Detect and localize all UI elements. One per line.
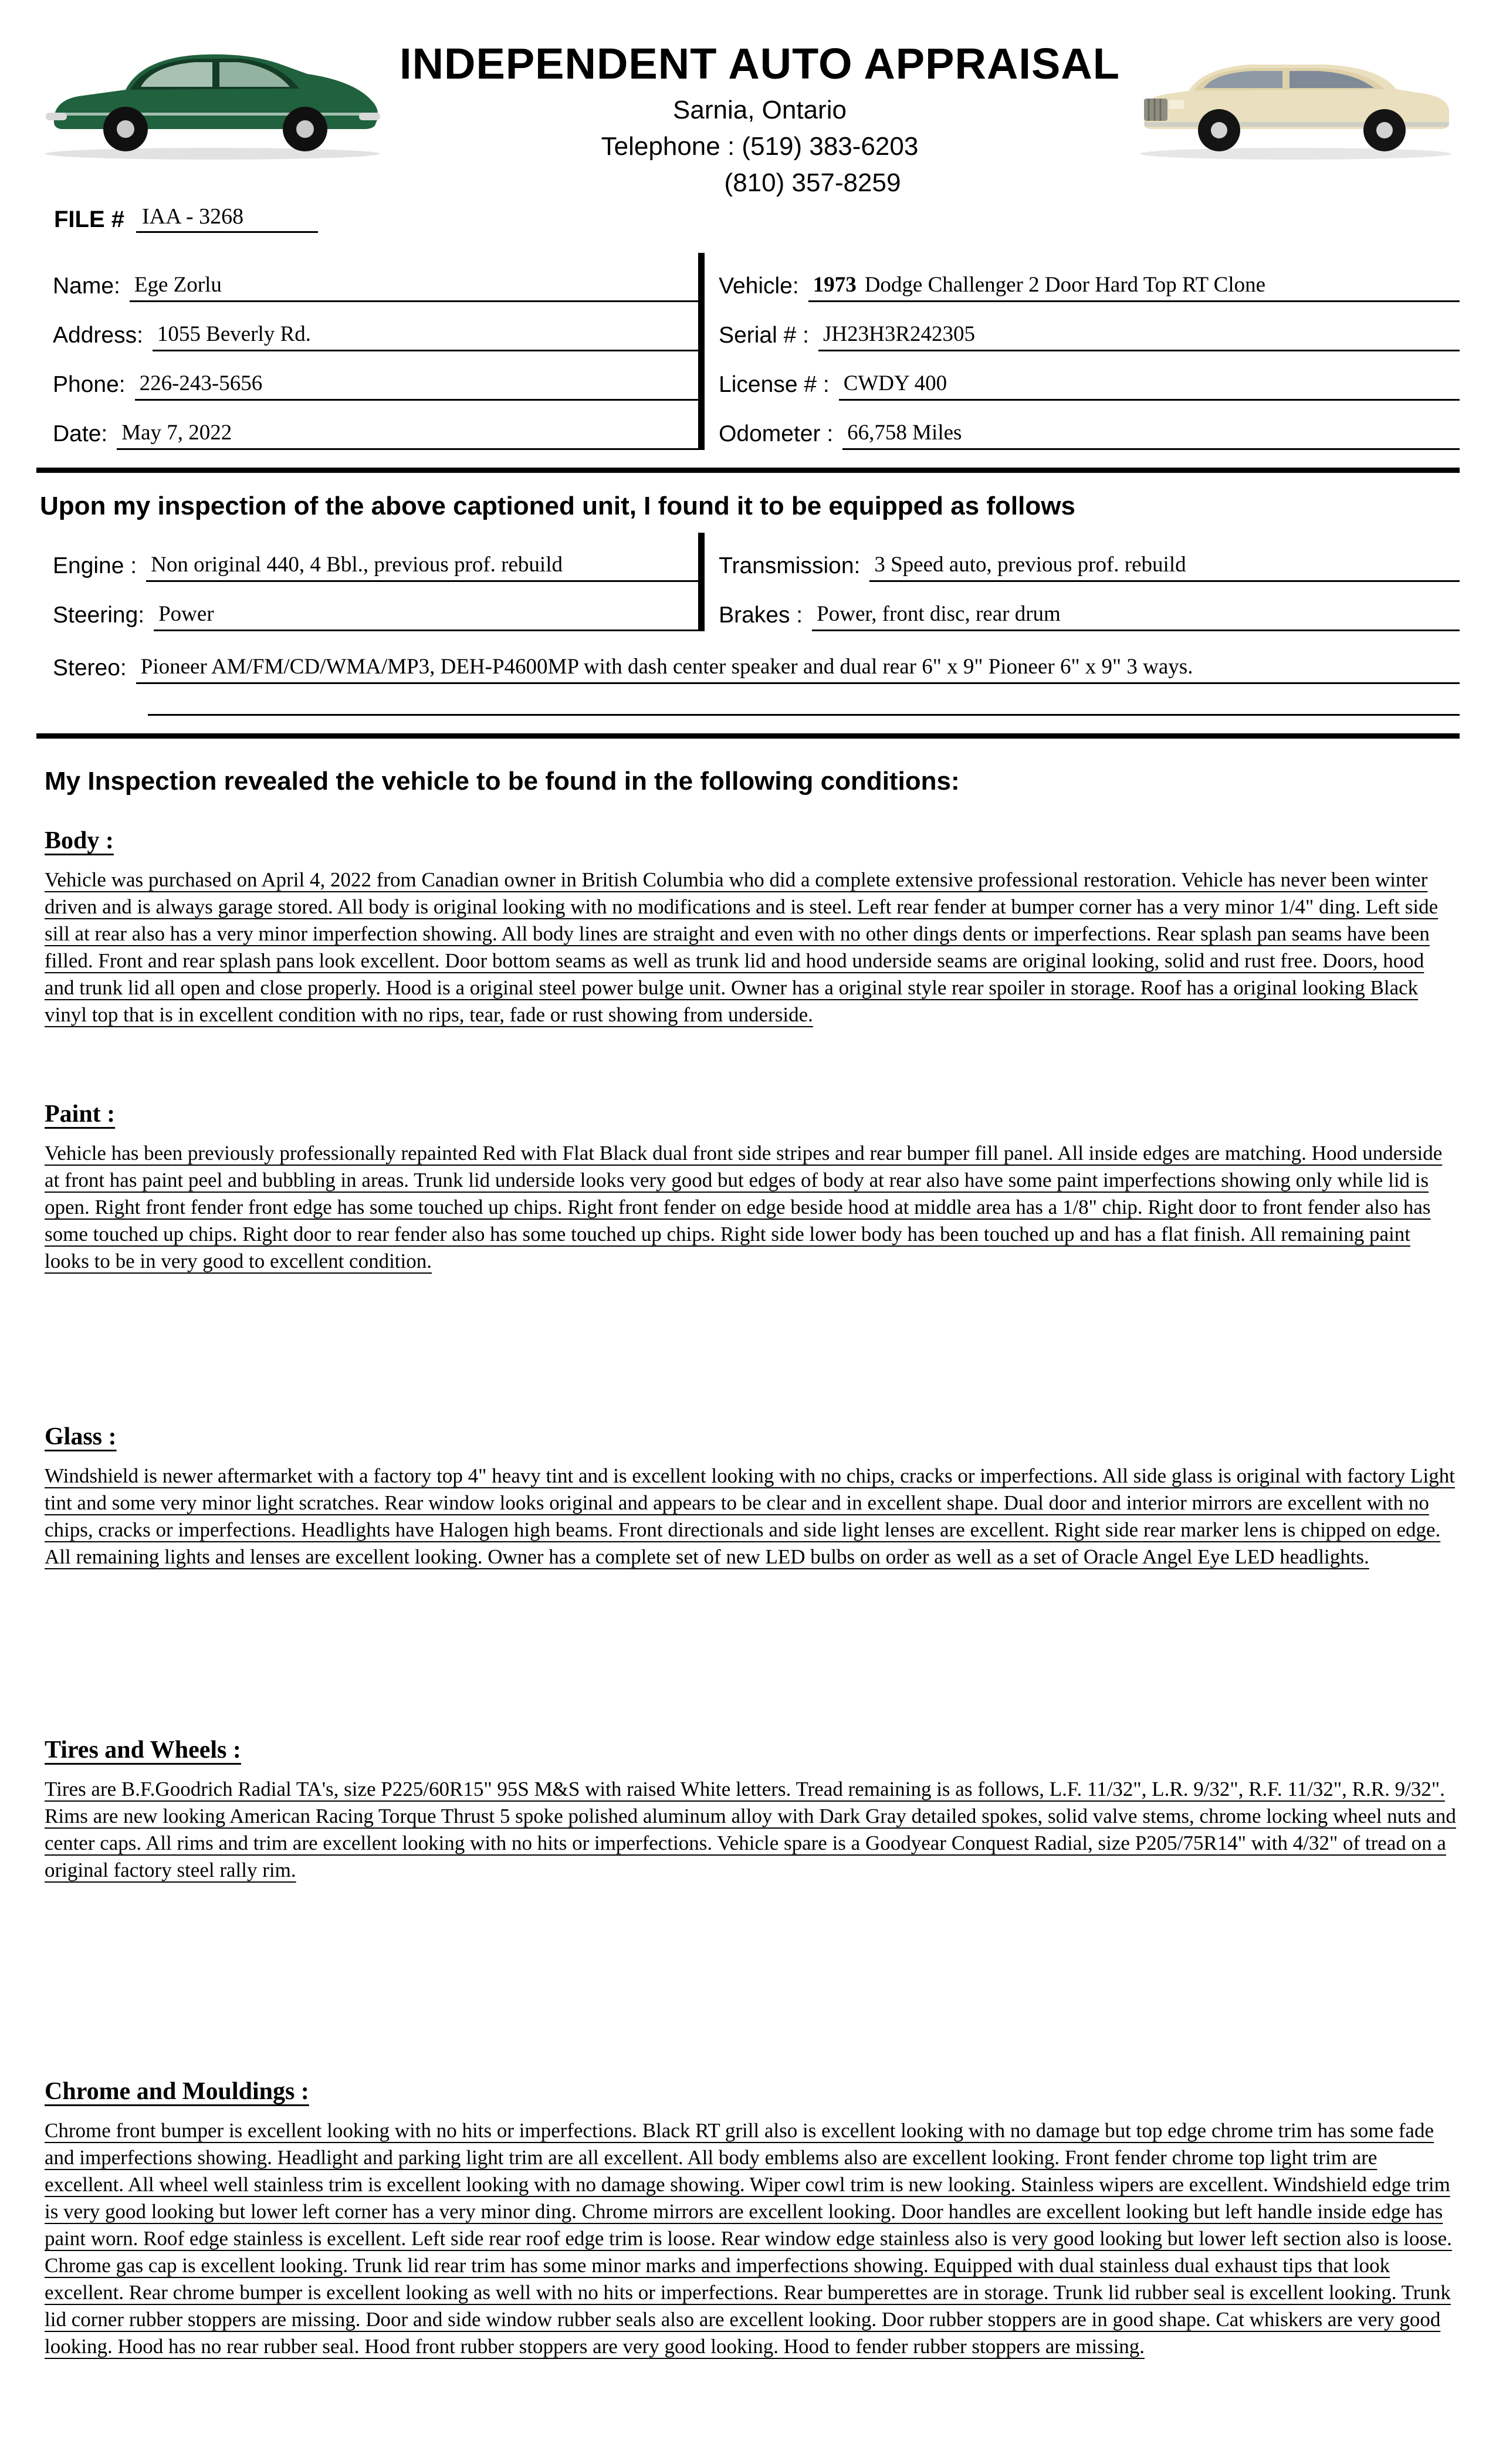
stereo-row [36,636,1460,684]
green-car-photo [36,23,388,167]
vehicle-description: Dodge Challenger 2 Door Hard Top RT Clone [864,273,1266,297]
cream-car-photo [1131,23,1460,167]
serial-label: Serial # : [719,323,809,348]
brakes-row [719,582,1460,631]
address-label: Address: [53,323,143,348]
owner-info-column [36,253,698,450]
phone-value: 226-243-5656 [135,371,698,401]
stereo-continuation-line [148,684,1460,716]
license-row [719,351,1460,401]
phone-line-1: Telephone : (519) 383-6203 [601,132,919,161]
odometer-value: 66,758 Miles [842,420,1460,450]
brakes-value: Power, front disc, rear drum [812,601,1460,631]
file-number-value: IAA - 3268 [136,204,318,233]
section-glass-title: Glass : [45,1423,117,1450]
green-classic-coupe-image [36,23,388,164]
equipment-heading: Upon my inspection of the above captioned unit, I found it to be equipped as follows [40,492,1075,520]
city-line: Sarnia, Ontario [673,96,847,124]
horizontal-rule-bottom [36,733,1460,739]
vehicle-year: 1973 [813,273,857,297]
transmission-row [719,533,1460,582]
equipment-left-column [36,533,698,631]
section-tires-wheels-text: Tires are B.F.Goodrich Radial TA's, size P225/60R15" 95S M&S with raised White letters. Tread remaining is as follows, L.F. 11/32", L.R. 9/32", R.F. 11/32", R.R. 9/32". Rims are new looking American Racing Torque Thrust 5 spoke polished aluminum alloy with Dark Gray detailed spokes, solid valve stems, chrome locking wheel nuts and center caps. All rims and trim are excellent looking with no hits or imperfections. Vehicle spare is a Goodyear Conquest Radial, size P205/75R14" with 4/32" of tread on a original factory steel rally rim. [45,1778,1456,1881]
transmission-value: 3 Speed auto, previous prof. rebuild [869,552,1460,582]
section-chrome-mouldings [36,2077,1460,2360]
address-value: 1055 Beverly Rd. [153,321,698,351]
section-tires-wheels-title: Tires and Wheels : [45,1737,241,1764]
name-label: Name: [53,273,120,299]
section-paint-text: Vehicle has been previously professionally repainted Red with Flat Black dual front side stripes and rear bumper fill panel. All inside edges are matching. Hood underside at front has paint peel and bubbling in areas. Trunk lid underside looks very good but edges of body at rear also have some paint imperfections showing only while lid is open. Right front fender front edge has some touched up chips. Right front fender on edge beside hood at middle area has a 1/8" chip. Right door to front fender also has some touched up chips. Right door to rear fender also has some touched up chips. Right side lower body has been touched up and has a flat finish. All remaining paint looks to be in very good to excellent condition. [45,1142,1443,1272]
header-text [388,23,1131,198]
equipment-vertical-divider [698,533,705,631]
brakes-label: Brakes : [719,603,803,628]
date-label: Date: [53,421,108,446]
odometer-label: Odometer : [719,421,834,446]
equipment-grid [36,533,1460,631]
engine-row [53,533,698,582]
engine-label: Engine : [53,553,137,578]
section-body-title: Body : [45,827,114,854]
file-label: FILE # [54,207,125,232]
section-glass-text: Windshield is newer aftermarket with a factory top 4" heavy tint and is excellent looking with no chips, cracks or imperfections. All side glass is original with factory Light tint and some very minor light scratches. Rear window looks original and appears to be clear and in excellent shape. Dual door and interior mirrors are excellent with no chips, cracks or imperfections. Headlights have Halogen high beams. Front directionals and side light lenses are excellent. Right side rear marker lens is chipped on edge. All remaining lights and lenses are excellent looking. Owner has a complete set of new LED bulbs on order as well as a set of Oracle Angel Eye LED headlights. [45,1464,1455,1568]
document-title: INDEPENDENT AUTO APPRAISAL [400,39,1120,88]
equipment-right-column [705,533,1460,631]
steering-value: Power [154,601,698,631]
license-value: CWDY 400 [839,371,1460,401]
stereo-value: Pioneer AM/FM/CD/WMA/MP3, DEH-P4600MP with dash center speaker and dual rear 6" x 9" Pioneer 6" x 9" 3 ways. [136,654,1460,684]
horizontal-rule-top [36,468,1460,473]
name-row [53,253,698,302]
section-chrome-mouldings-title: Chrome and Mouldings : [45,2078,309,2105]
document-header [36,23,1460,198]
phone-row [53,351,698,401]
serial-value: JH23H3R242305 [818,321,1460,351]
steering-row [53,582,698,631]
phone-line-2: (810) 357-8259 [724,168,901,197]
date-value: May 7, 2022 [117,420,698,450]
serial-row [719,302,1460,351]
section-tires-wheels [36,1736,1460,1884]
info-vertical-divider [698,253,705,450]
phone-label: Phone: [53,372,126,397]
vehicle-row [719,253,1460,302]
section-paint [36,1100,1460,1275]
name-value: Ege Zorlu [130,272,698,302]
engine-value: Non original 440, 4 Bbl., previous prof. rebuild [146,552,698,582]
transmission-label: Transmission: [719,553,861,578]
stereo-label: Stereo: [53,655,127,681]
vehicle-info-column [705,253,1460,450]
file-number-row [36,204,1460,233]
address-row [53,302,698,351]
section-chrome-mouldings-text: Chrome front bumper is excellent looking with no hits or imperfections. Black RT grill also is excellent looking with no damage but top edge chrome trim has some fade and imperfections showing. Headlight and parking light trim are all excellent. All body emblems also are excellent looking. Front fender chrome top light trim are excellent. All wheel well stainless trim is excellent looking with no damage showing. Wiper cowl trim is new looking. Stainless wipers are excellent. Windshield edge trim is very good looking but lower left corner has a very minor ding. Chrome mirrors are excellent looking. Door handles are excellent looking but left handle inside edge has paint worn. Roof edge stainless is excellent. Left side rear roof edge trim is loose. Rear window edge stainless also is very good looking but lower left section also is loose. Chrome gas cap is excellent looking. Trunk lid rear trim has some minor marks and imperfections showing. Equipped with dual stainless dual exhaust tips that look excellent. Rear chrome bumper is excellent looking as well with no hits or imperfections. Rear bumperettes are in storage. Trunk lid rubber seal is excellent looking. Trunk lid corner rubber stoppers are missing. Door and side window rubber seals also are excellent looking. Door rubber stoppers are in good shape. Cat whiskers are very good looking. Hood has no rear rubber seal. Hood front rubber stoppers are very good looking. Hood to fender rubber stoppers are missing. [45,2119,1452,2358]
date-row [53,401,698,450]
steering-label: Steering: [53,603,145,628]
section-body-text: Vehicle was purchased on April 4, 2022 from Canadian owner in British Columbia who did a complete extensive professional restoration. Vehicle has never been winter driven and is always garage stored. All body is original looking with no modifications and is steel. Left rear fender at bumper corner has a very minor 1/4" ding. Left side sill at rear also has a very minor imperfection showing. All body lines are straight and even with no other dings dents or imperfections. Rear splash pan seams have been filled. Front and rear splash pans look excellent. Door bottom seams as well as trunk lid and hood underside seams are original looking, solid and rust free. Doors, hood and trunk lid all open and close properly. Hood is a original steel power bulge unit. Owner has a original style rear spoiler in storage. Roof has a original looking Black vinyl top that is in excellent condition with no rips, tear, fade or rust showing from underside. [45,868,1439,1026]
vehicle-label: Vehicle: [719,273,799,299]
section-paint-title: Paint : [45,1101,116,1128]
license-label: License # : [719,372,830,397]
odometer-row [719,401,1460,450]
vehicle-value [808,272,1460,302]
section-body [36,827,1460,1028]
conditions-heading: My Inspection revealed the vehicle to be found in the following conditions: [45,767,960,796]
owner-vehicle-info [36,253,1460,450]
cream-classic-sedan-image [1131,23,1460,164]
section-glass [36,1423,1460,1571]
